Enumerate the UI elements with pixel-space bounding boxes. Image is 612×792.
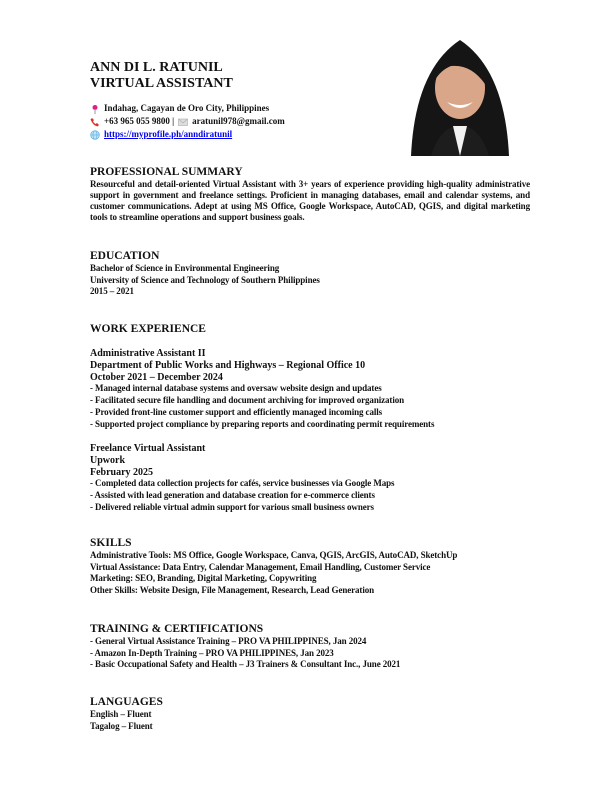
section-heading: SKILLS bbox=[90, 537, 132, 549]
email: aratunil978@gmail.com bbox=[192, 116, 285, 126]
phone: +63 965 055 9800 | bbox=[104, 116, 175, 126]
job-bullet: - Completed data collection projects for cafés, service businesses via Google Maps bbox=[90, 478, 395, 489]
skill-line: Administrative Tools: MS Office, Google Workspace, Canva, QGIS, ArcGIS, AutoCAD, SketchUp bbox=[90, 550, 458, 560]
skill-line: Virtual Assistance: Data Entry, Calendar Management, Email Handling, Customer Service bbox=[90, 561, 431, 572]
school: University of Science and Technology of Southern Philippines bbox=[90, 274, 320, 285]
job-bullet: - Managed internal database systems and oversaw website design and updates bbox=[90, 383, 382, 394]
section-heading: LANGUAGES bbox=[90, 696, 163, 708]
job-dates: October 2021 – December 2024 bbox=[90, 371, 223, 383]
language-item: Tagalog – Fluent bbox=[90, 720, 153, 731]
job-title: Freelance Virtual Assistant bbox=[90, 443, 206, 454]
work-experience-section bbox=[90, 323, 530, 336]
training-item: - Basic Occupational Safety and Health – J3 Trainers & Consultant Inc., June 2021 bbox=[90, 659, 401, 670]
training-section bbox=[90, 623, 530, 671]
degree: Bachelor of Science in Environmental Engineering bbox=[90, 263, 280, 273]
training-item: - Amazon In-Depth Training – PRO VA PHILIPPINES, Jan 2023 bbox=[90, 647, 334, 658]
job-title: VIRTUAL ASSISTANT bbox=[90, 76, 233, 91]
section-heading: PROFESSIONAL SUMMARY bbox=[90, 166, 243, 178]
job-bullet: - Provided front-line customer support and efficiently managed incoming calls bbox=[90, 406, 383, 417]
job-org: Upwork bbox=[90, 454, 126, 466]
address: Indahag, Cagayan de Oro City, Philippines bbox=[104, 103, 270, 113]
skills-section bbox=[90, 537, 530, 597]
job-dates: February 2025 bbox=[90, 466, 154, 478]
education-section bbox=[90, 250, 530, 298]
profile-photo bbox=[401, 30, 519, 156]
candidate-name: ANN DI L. RATUNIL bbox=[90, 60, 223, 75]
section-heading: WORK EXPERIENCE bbox=[90, 323, 206, 335]
job-entry bbox=[90, 443, 530, 514]
job-org: Department of Public Works and Highways – Regional Office 10 bbox=[90, 359, 366, 371]
professional-summary-section bbox=[90, 166, 530, 223]
job-entry bbox=[90, 348, 530, 430]
job-bullet: - Assisted with lead generation and database creation for e-commerce clients bbox=[90, 490, 375, 501]
skill-line: Marketing: SEO, Branding, Digital Marketing, Copywriting bbox=[90, 573, 317, 584]
globe-icon bbox=[90, 130, 100, 140]
section-heading: EDUCATION bbox=[90, 250, 160, 262]
job-title: Administrative Assistant II bbox=[90, 348, 206, 359]
email-icon bbox=[178, 117, 188, 127]
job-bullet: - Delivered reliable virtual admin support for various small business owners bbox=[90, 501, 374, 512]
languages-section bbox=[90, 696, 530, 732]
training-item: - General Virtual Assistance Training – PRO VA PHILIPPINES, Jan 2024 bbox=[90, 636, 367, 646]
language-item: English – Fluent bbox=[90, 709, 152, 719]
job-bullet: - Facilitated secure file handling and document archiving for improved organization bbox=[90, 395, 405, 406]
phone-icon bbox=[90, 117, 100, 127]
years: 2015 – 2021 bbox=[90, 286, 134, 297]
section-heading: TRAINING & CERTIFICATIONS bbox=[90, 623, 264, 635]
profile-link[interactable]: https://myprofile.ph/anndiratunil bbox=[104, 129, 233, 139]
location-pin-icon bbox=[90, 104, 100, 114]
summary-text: Resourceful and detail-oriented Virtual Assistant with 3+ years of experience providing high-quality administrative support in government and freelance settings. Proficient in managing databases, email and calendar systems, and customer communications. Adept at using MS Office, Google Workspace, AutoCAD, QGIS, and digital marketing tools to streamline operations and support business goals. bbox=[90, 179, 530, 222]
skill-line: Other Skills: Website Design, File Management, Research, Lead Generation bbox=[90, 585, 375, 596]
job-bullet: - Supported project compliance by preparing reports and coordinating permit requirements bbox=[90, 418, 435, 429]
